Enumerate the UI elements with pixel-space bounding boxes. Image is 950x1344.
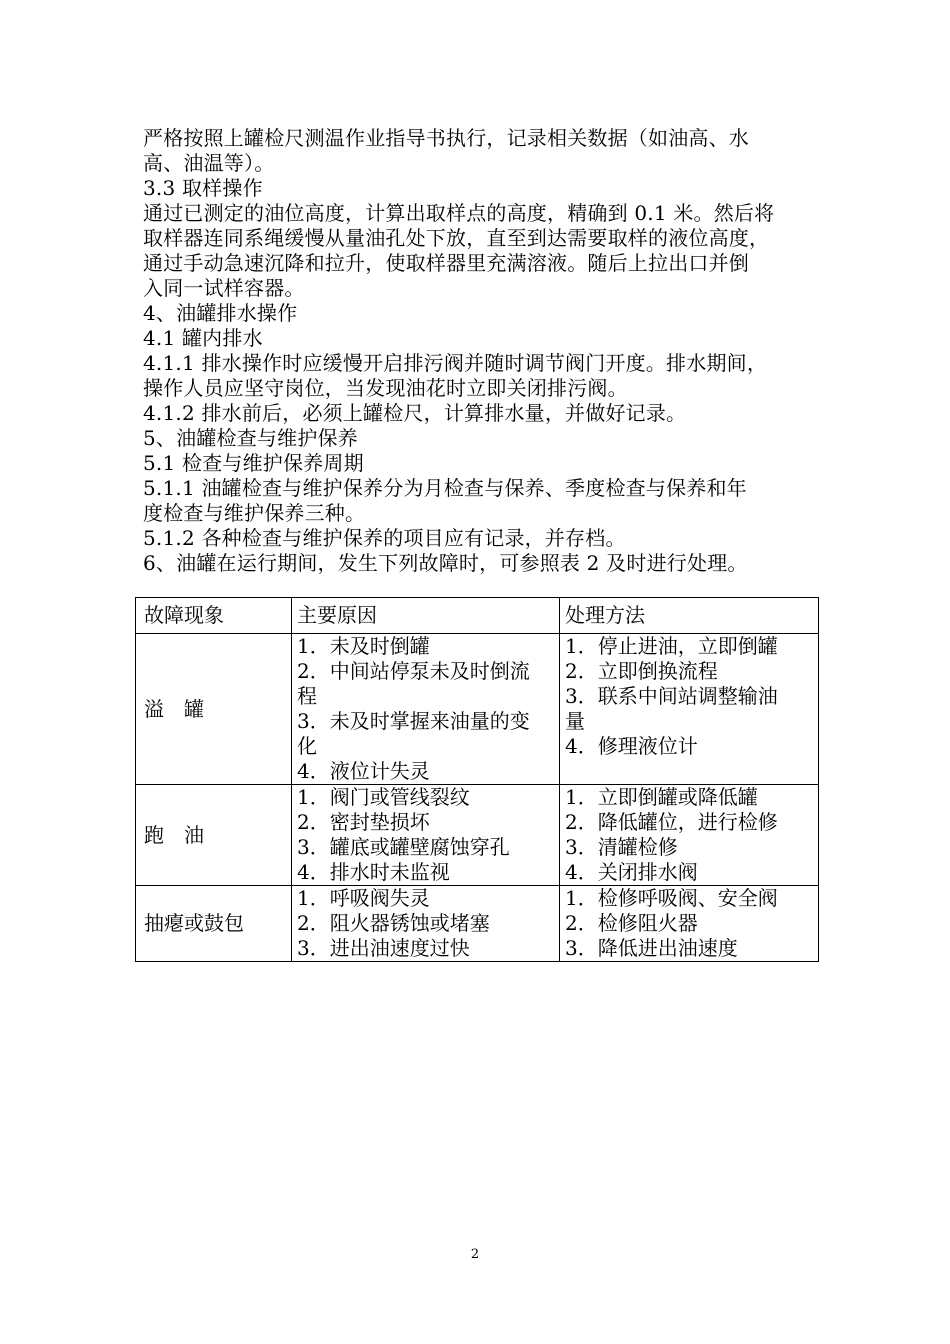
cause-item: 2．密封垫损坏 — [297, 810, 430, 834]
paragraph-line: 严格按照上罐检尺测温作业指导书执行，记录相关数据（如油高、水 — [143, 126, 749, 150]
remedy-item: 1．立即倒罐或降低罐 — [565, 785, 758, 809]
cause-item: 程 — [297, 684, 317, 708]
cause-item: 1．未及时倒罐 — [297, 634, 430, 658]
cause-item: 4．排水时未监视 — [297, 860, 450, 884]
header-phenomenon: 故障现象 — [136, 598, 292, 634]
remedy-cell — [560, 886, 819, 962]
phenomenon-cell: 跑 油 — [136, 785, 292, 886]
remedy-item: 2．降低罐位，进行检修 — [565, 810, 778, 834]
page-number: 2 — [470, 1247, 480, 1262]
body-text — [143, 126, 823, 576]
paragraph-line: 5.1.1 油罐检查与维护保养分为月检查与保养、季度检查与保养和年 — [143, 476, 747, 500]
section-heading: 4.1 罐内排水 — [143, 326, 263, 350]
paragraph-line: 取样器连同系绳缓慢从量油孔处下放，直至到达需要取样的液位高度， — [143, 226, 770, 250]
remedy-item: 4．修理液位计 — [565, 734, 698, 758]
remedy-item: 2．检修阻火器 — [565, 911, 698, 935]
cause-item: 化 — [297, 734, 317, 758]
remedy-cell — [560, 785, 819, 886]
phenomenon-cell: 溢 罐 — [136, 634, 292, 785]
paragraph-line: 通过手动急速沉降和拉升，使取样器里充满溶液。随后上拉出口并倒 — [143, 251, 749, 275]
paragraph-line: 操作人员应坚守岗位，当发现油花时立即关闭排污阀。 — [143, 376, 628, 400]
cause-item: 3．罐底或罐壁腐蚀穿孔 — [297, 835, 510, 859]
header-cause: 主要原因 — [292, 598, 560, 634]
cause-item: 4．液位计失灵 — [297, 759, 430, 783]
cause-cell — [292, 886, 560, 962]
cause-item: 2．中间站停泵未及时倒流 — [297, 659, 530, 683]
section-heading: 5.1 检查与维护保养周期 — [143, 451, 364, 475]
table-row — [136, 785, 819, 886]
remedy-item: 3．联系中间站调整输油 — [565, 684, 778, 708]
table-row — [136, 634, 819, 785]
section-heading: 4、油罐排水操作 — [143, 301, 298, 325]
fault-handling-table — [135, 597, 819, 962]
table-row — [136, 886, 819, 962]
paragraph-line: 6、油罐在运行期间，发生下列故障时，可参照表 2 及时进行处理。 — [143, 551, 748, 575]
cause-item: 3．进出油速度过快 — [297, 936, 470, 960]
remedy-item: 3．清罐检修 — [565, 835, 678, 859]
remedy-item: 1．停止进油，立即倒罐 — [565, 634, 778, 658]
header-remedy: 处理方法 — [560, 598, 819, 634]
paragraph-line: 5.1.2 各种检查与维护保养的项目应有记录，并存档。 — [143, 526, 626, 550]
paragraph-line: 入同一试样容器。 — [143, 276, 305, 300]
paragraph-line: 度检查与维护保养三种。 — [143, 501, 366, 525]
cause-item: 1．呼吸阀失灵 — [297, 886, 430, 910]
remedy-item: 4．关闭排水阀 — [565, 860, 698, 884]
section-heading: 5、油罐检查与维护保养 — [143, 426, 358, 450]
remedy-item: 2．立即倒换流程 — [565, 659, 718, 683]
paragraph-line: 高、油温等）。 — [143, 151, 275, 175]
phenomenon-cell: 抽瘪或鼓包 — [136, 886, 292, 962]
paragraph-line: 通过已测定的油位高度，计算出取样点的高度，精确到 0.1 米。然后将 — [143, 201, 775, 225]
paragraph-line: 4.1.2 排水前后，必须上罐检尺，计算排水量，并做好记录。 — [143, 401, 687, 425]
cause-item: 2．阻火器锈蚀或堵塞 — [297, 911, 490, 935]
paragraph-line: 4.1.1 排水操作时应缓慢开启排污阀并随时调节阀门开度。排水期间， — [143, 351, 768, 375]
cause-cell — [292, 634, 560, 785]
remedy-item: 1．检修呼吸阀、安全阀 — [565, 886, 778, 910]
remedy-cell — [560, 634, 819, 785]
remedy-item: 量 — [565, 709, 585, 733]
remedy-item: 3．降低进出油速度 — [565, 936, 738, 960]
section-heading: 3.3 取样操作 — [143, 176, 263, 200]
table-header-row — [136, 598, 819, 634]
cause-item: 3．未及时掌握来油量的变 — [297, 709, 530, 733]
cause-cell — [292, 785, 560, 886]
cause-item: 1．阀门或管线裂纹 — [297, 785, 470, 809]
